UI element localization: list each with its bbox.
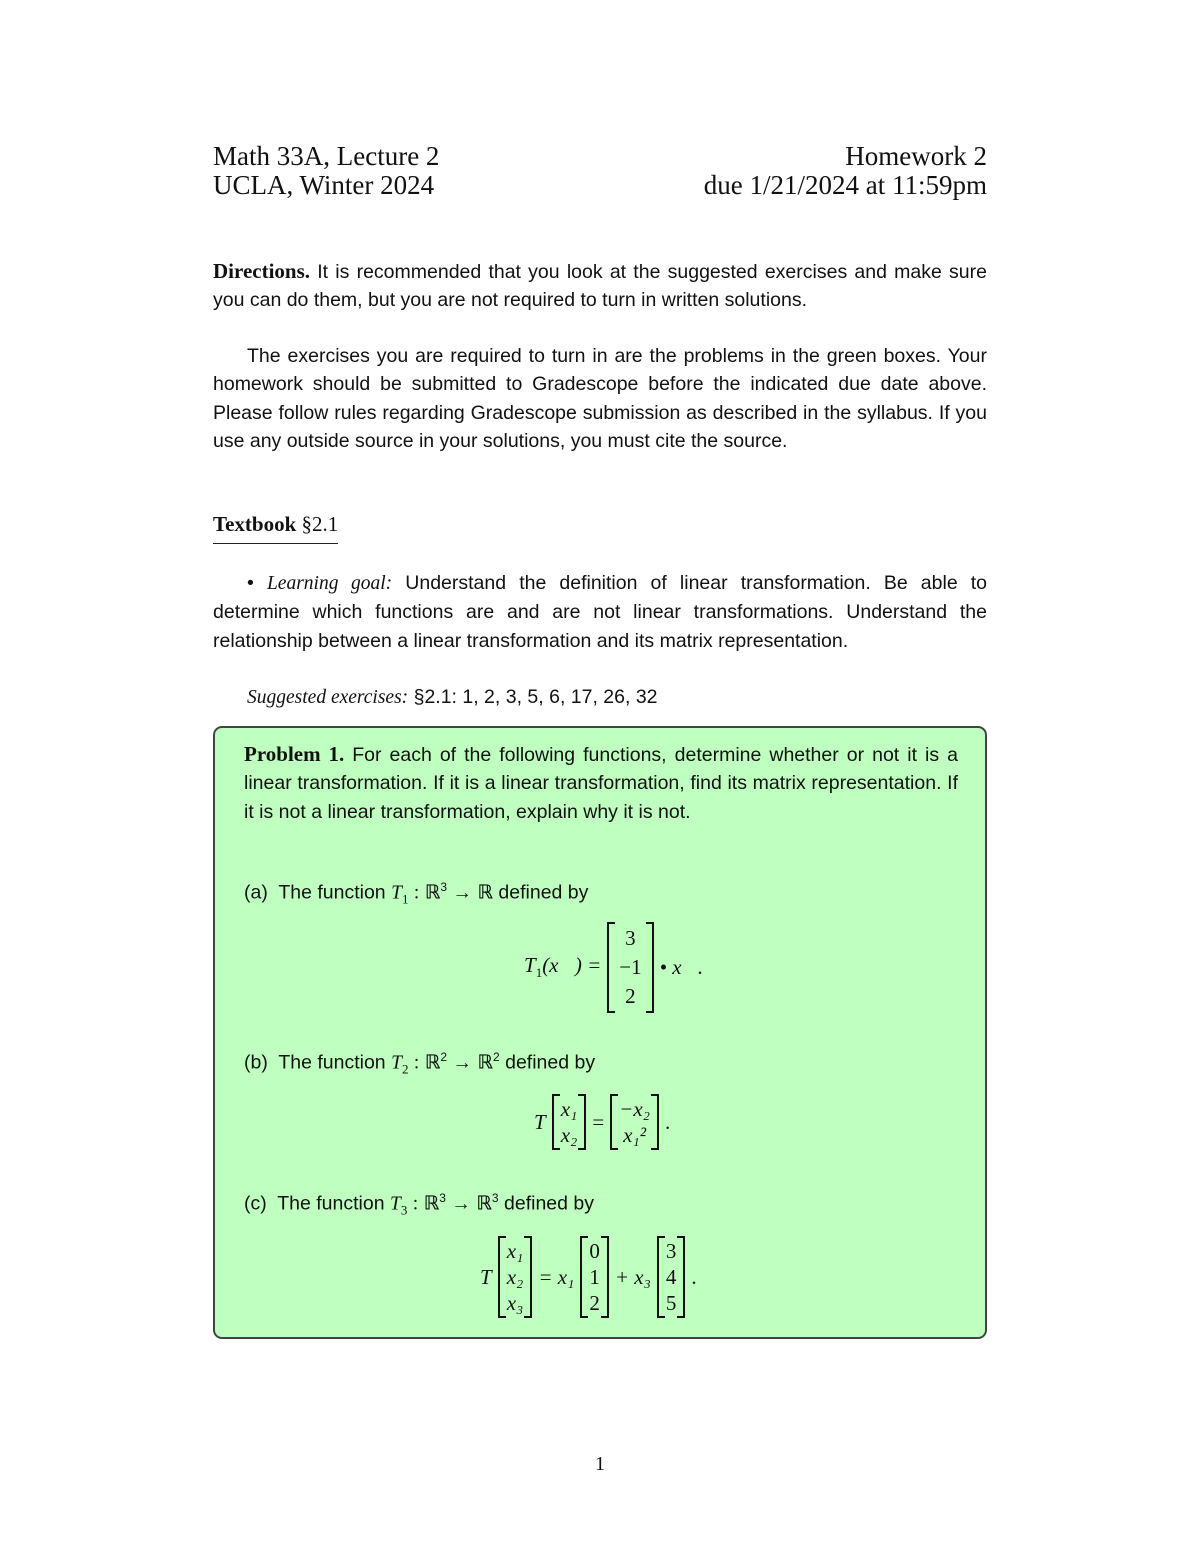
part-b-domain-exp: 2: [440, 1050, 448, 1064]
vector-entry: x₁: [560, 1097, 578, 1121]
vector-entry: −x₂: [619, 1097, 650, 1121]
part-c-vector-2: [657, 1236, 686, 1318]
part-c-arrow: →: [451, 1193, 471, 1215]
part-b-domain: ℝ: [424, 1050, 441, 1074]
vector-entry: 3: [625, 926, 636, 950]
vector-entry: x₂: [560, 1123, 578, 1147]
course-term: UCLA, Winter 2024: [213, 170, 435, 200]
learning-goal-paragraph: [213, 569, 987, 655]
suggested-list: §2.1: 1, 2, 3, 5, 6, 17, 26, 32: [413, 686, 658, 708]
part-a-lhs-sub: 1: [535, 965, 543, 981]
part-c-codomain-exp: 3: [491, 1191, 499, 1205]
part-a-lhs-arg: (x⃗) =: [542, 953, 602, 978]
part-c-plus-x3: + x₃: [614, 1264, 651, 1289]
part-b-equation: [534, 1094, 670, 1150]
part-a-marker: (a): [244, 881, 268, 904]
vector-entry: x₃: [506, 1291, 524, 1315]
part-a-defined-by: defined by: [498, 881, 589, 904]
part-a-func: T: [391, 882, 402, 904]
part-a-vector: [607, 922, 653, 1013]
part-b-defined-by: defined by: [505, 1051, 596, 1074]
part-c-equation: [480, 1236, 697, 1318]
part-c-vector-1: [580, 1236, 609, 1318]
part-b-lhs: T: [534, 1109, 546, 1134]
part-a-line: (a) The function $T_1$ : ℝ$^3$ → ℝ defined by: [244, 880, 589, 907]
page-number: 1: [595, 1453, 605, 1475]
part-c-marker: (c): [244, 1192, 267, 1215]
vector-entry: x₁²: [623, 1123, 647, 1147]
part-c-period: .: [691, 1264, 697, 1289]
part-c-domain: ℝ: [423, 1191, 440, 1215]
problem-1-text: For each of the following functions, determine whether or not it is a linear transformation. If it is a linear transformation, find its matrix representation. If it is not a linear transformation, explain why it is not.: [244, 744, 958, 823]
part-b-line: (b) The function $T_2$ : ℝ$^2$ → ℝ$^2$ defined by: [244, 1050, 596, 1077]
suggested-exercises: [247, 683, 658, 712]
part-b-func: T: [391, 1052, 402, 1074]
part-b-codomain: ℝ: [477, 1050, 493, 1074]
section-heading-number: §2.1: [301, 512, 339, 536]
due-date: due 1/21/2024 at 11:59pm: [703, 170, 987, 200]
directions-paragraph-2: The exercises you are required to turn in are the problems in the green boxes. Your homework should be submitted to Gradescope before the indicated due date above. Please follow rules regarding Gradescope submission as described in the syllabus. If you use any outside source in your solutions, you must cite the source.: [213, 345, 987, 452]
part-c-codomain: ℝ: [476, 1191, 492, 1215]
directions-text: It is recommended that you look at the suggested exercises and make sure you can do them, but you are not required to turn in written solutions.: [213, 261, 987, 312]
part-c-line: (c) The function $T_3$ : ℝ$^3$ → ℝ$^3$ defined by: [244, 1191, 594, 1218]
part-a-domain: ℝ: [424, 880, 441, 904]
learning-goal-label: Learning goal:: [266, 573, 393, 594]
vector-entry: x₁: [506, 1239, 524, 1263]
vector-entry: −1: [619, 955, 642, 979]
part-b-equals: =: [592, 1109, 605, 1134]
part-b-intro: The function: [278, 1051, 386, 1074]
part-a-equation: [524, 922, 703, 1013]
vector-entry: 0: [589, 1239, 600, 1263]
part-a-arrow: →: [452, 882, 472, 904]
vector-entry: 2: [589, 1291, 600, 1315]
part-a-codomain: ℝ: [477, 880, 493, 904]
section-heading-bold: Textbook: [213, 512, 297, 536]
vector-entry: 4: [665, 1265, 677, 1289]
part-a-func-sub: 1: [401, 891, 409, 907]
part-c-domain-exp: 3: [439, 1191, 446, 1205]
vector-entry: 3: [665, 1239, 677, 1263]
part-b-period: .: [664, 1109, 671, 1134]
part-c-lhs: T: [480, 1264, 492, 1289]
part-b-input-vector: [552, 1094, 587, 1150]
part-a-domain-exp: 3: [440, 880, 448, 894]
vector-entry: 1: [589, 1265, 600, 1289]
homework-title: Homework 2: [845, 141, 987, 171]
suggested-label: Suggested exercises:: [247, 687, 409, 708]
part-b-output-vector: [610, 1094, 659, 1150]
directions-paragraph: [213, 257, 987, 315]
vector-entry: x₂: [506, 1265, 524, 1289]
part-a-dot-x: • x⃗.: [659, 955, 704, 979]
vector-entry: 5: [665, 1291, 677, 1315]
part-c-func-sub: 3: [400, 1202, 408, 1218]
part-c-intro: The function: [277, 1192, 385, 1215]
section-heading: [213, 512, 338, 544]
part-c-equals-x1: = x₁: [538, 1264, 575, 1289]
part-c-input-vector: [498, 1236, 533, 1318]
part-b-arrow: →: [452, 1052, 472, 1074]
part-b-marker: (b): [244, 1051, 268, 1074]
bullet: •: [247, 572, 254, 594]
problem-1-statement: [244, 740, 958, 826]
part-a-intro: The function: [278, 881, 386, 904]
problem-1-label: Problem 1.: [244, 742, 345, 766]
part-b-codomain-exp: 2: [492, 1050, 500, 1064]
part-c-func: T: [389, 1193, 401, 1215]
part-b-func-sub: 2: [401, 1061, 409, 1077]
learning-goal-text: Understand the definition of linear transformation. Be able to determine which functions are and are not linear transformations. Understand the relationship between a linear transformation and its matrix representation.: [213, 572, 988, 652]
part-a-lhs: T: [524, 953, 536, 978]
course-title: Math 33A, Lecture 2: [213, 141, 440, 171]
vector-entry: 2: [625, 984, 636, 1008]
part-c-defined-by: defined by: [504, 1192, 594, 1215]
directions-label: Directions.: [213, 259, 311, 283]
